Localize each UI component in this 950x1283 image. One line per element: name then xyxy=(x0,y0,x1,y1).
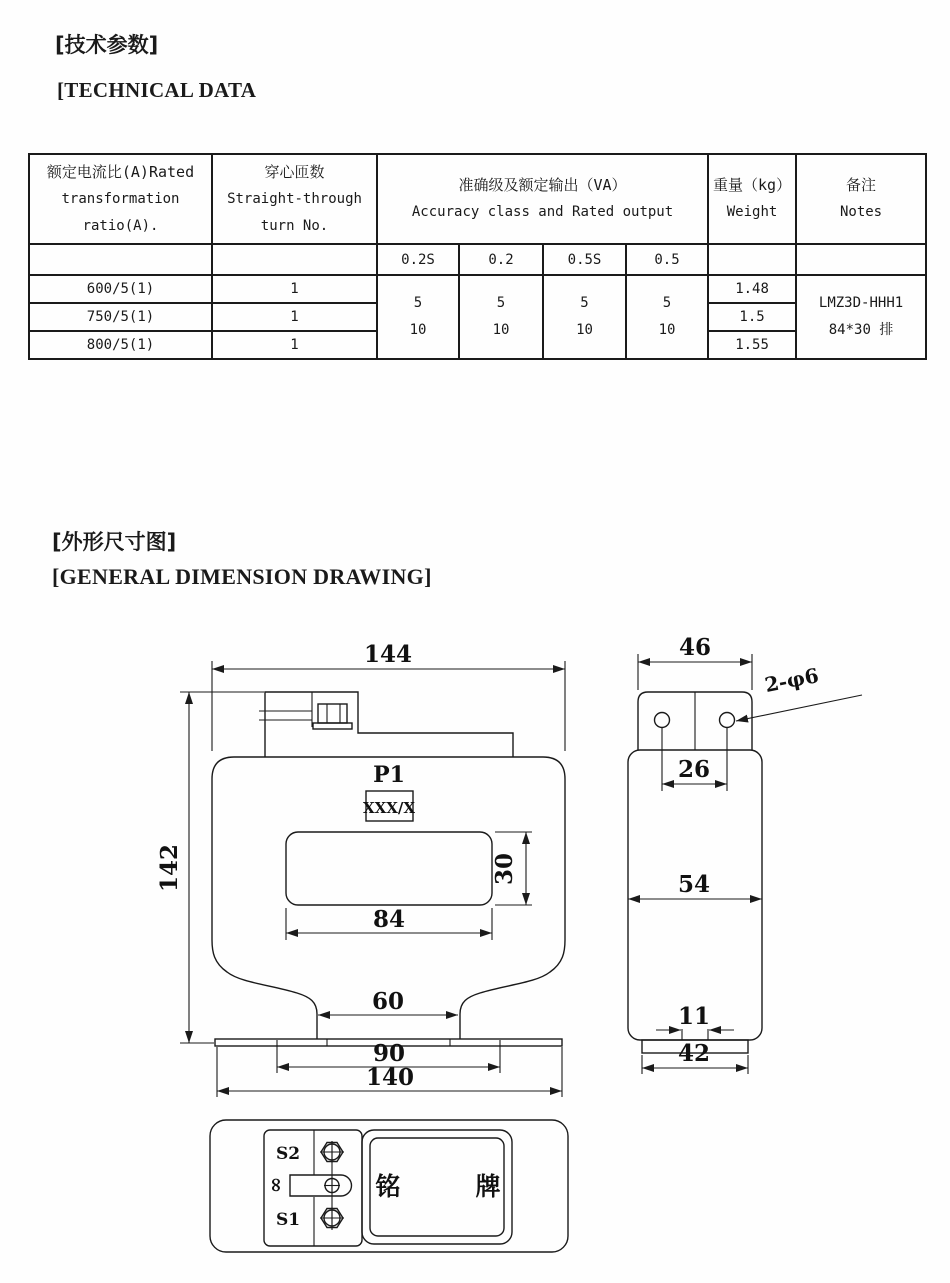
rated-output-cell xyxy=(543,275,626,359)
empty-cell xyxy=(708,244,796,275)
terminal-bolt-icon xyxy=(313,704,352,729)
terminal-label-s2: S2 xyxy=(275,1144,301,1164)
table-row xyxy=(29,275,926,303)
svg-text:90: 90 xyxy=(372,1040,406,1067)
top-terminal-block xyxy=(265,692,513,757)
header-line: turn No. xyxy=(260,217,329,234)
header-line: 额定电流比(A)Rated xyxy=(46,162,195,181)
weight-cell: 1.5 xyxy=(708,303,796,331)
section-title-technical-params-zh: [技术参数] xyxy=(55,33,159,57)
svg-text:54: 54 xyxy=(677,871,711,898)
dim-slot-width xyxy=(656,1003,734,1030)
terminal-label-s1: S1 xyxy=(275,1210,301,1230)
rated-output-cell xyxy=(626,275,708,359)
ratio-cell: 750/5(1) xyxy=(29,303,212,331)
svg-text:30: 30 xyxy=(491,852,518,886)
dim-overall-height xyxy=(156,692,264,1043)
dimension-drawing xyxy=(0,600,950,1283)
mounting-hole-icon xyxy=(655,713,670,728)
seal-slot xyxy=(290,1175,352,1196)
svg-text:60: 60 xyxy=(371,988,405,1015)
svg-text:140: 140 xyxy=(365,1064,415,1091)
ratio-placeholder-text: XXX/X xyxy=(362,799,416,817)
header-line: transformation xyxy=(61,190,180,207)
header-line: Weight xyxy=(726,204,778,220)
output-value: 5 xyxy=(413,295,423,311)
turns-cell: 1 xyxy=(212,275,377,303)
notes-line: 84*30 排 xyxy=(828,322,894,338)
svg-text:2-φ6: 2-φ6 xyxy=(762,663,821,698)
output-value: 5 xyxy=(496,295,506,311)
output-value: 5 xyxy=(662,295,672,311)
empty-cell xyxy=(796,244,926,275)
svg-text:142: 142 xyxy=(156,843,183,893)
terminal-screw-s1-icon xyxy=(320,1207,344,1229)
header-line: 穿心匝数 xyxy=(264,162,325,181)
section-title-technical-data-en: [TECHNICAL DATA xyxy=(57,78,257,102)
rated-output-cell xyxy=(377,275,459,359)
notes-cell xyxy=(796,275,926,359)
technical-data-table xyxy=(28,153,927,360)
turns-cell: 1 xyxy=(212,303,377,331)
col-header-notes xyxy=(796,154,926,244)
ground-symbol: ∞ xyxy=(265,1176,289,1194)
empty-cell xyxy=(212,244,377,275)
svg-text:42: 42 xyxy=(677,1040,711,1067)
ratio-cell: 600/5(1) xyxy=(29,275,212,303)
accuracy-class-cell: 0.5 xyxy=(626,244,708,275)
svg-text:26: 26 xyxy=(677,756,711,783)
output-value: 5 xyxy=(580,295,589,311)
dim-base-depth xyxy=(642,1040,748,1074)
accuracy-class-cell: 0.5S xyxy=(543,244,626,275)
mounting-hole-icon xyxy=(720,713,735,728)
header-line: Straight-through xyxy=(227,190,362,207)
bottom-view xyxy=(210,1120,568,1252)
ratio-cell: 800/5(1) xyxy=(29,331,212,359)
turns-cell: 1 xyxy=(212,331,377,359)
header-line: Notes xyxy=(839,204,883,220)
rated-output-cell xyxy=(459,275,543,359)
dim-head-width xyxy=(638,634,752,690)
header-line: 备注 xyxy=(846,176,877,194)
output-value: 10 xyxy=(492,322,510,338)
empty-cell xyxy=(29,244,212,275)
terminal-screw-s2-icon xyxy=(320,1141,344,1163)
dim-window-height xyxy=(491,832,532,905)
output-value: 10 xyxy=(409,322,427,338)
notes-line: LMZ3D-HHH1 xyxy=(818,295,904,311)
front-view xyxy=(156,641,565,1097)
nameplate-text: 铭 牌 xyxy=(375,1172,501,1201)
output-value: 10 xyxy=(576,322,593,338)
header-line: Accuracy class and Rated output xyxy=(411,204,674,220)
accuracy-class-cell: 0.2 xyxy=(459,244,543,275)
header-line: 准确级及额定输出（VA） xyxy=(458,176,627,194)
accuracy-class-cell: 0.2S xyxy=(377,244,459,275)
svg-text:144: 144 xyxy=(363,641,413,668)
dim-neck-width xyxy=(318,988,458,1015)
section-title-dimension-zh: [外形尺寸图] xyxy=(52,530,177,554)
side-view xyxy=(628,634,862,1074)
dim-body-depth xyxy=(628,871,762,899)
dim-window-width xyxy=(286,906,492,940)
seal-screw-icon xyxy=(324,1177,340,1194)
p1-terminal-label: P1 xyxy=(373,762,405,788)
col-header-accuracy xyxy=(377,154,708,244)
weight-cell: 1.48 xyxy=(708,275,796,303)
weight-cell: 1.55 xyxy=(708,331,796,359)
col-header-rated-ratio xyxy=(29,154,212,244)
svg-text:84: 84 xyxy=(372,906,406,933)
section-title-dimension-en: [GENERAL DIMENSION DRAWING] xyxy=(52,564,432,589)
hole-callout xyxy=(736,663,862,721)
header-line: ratio(A). xyxy=(82,217,159,234)
header-line: 重量（kg） xyxy=(713,176,792,194)
col-header-weight xyxy=(708,154,796,244)
output-value: 10 xyxy=(658,322,676,338)
svg-text:46: 46 xyxy=(678,634,712,661)
col-header-turns xyxy=(212,154,377,244)
svg-text:11: 11 xyxy=(677,1003,711,1030)
core-window xyxy=(286,832,492,905)
